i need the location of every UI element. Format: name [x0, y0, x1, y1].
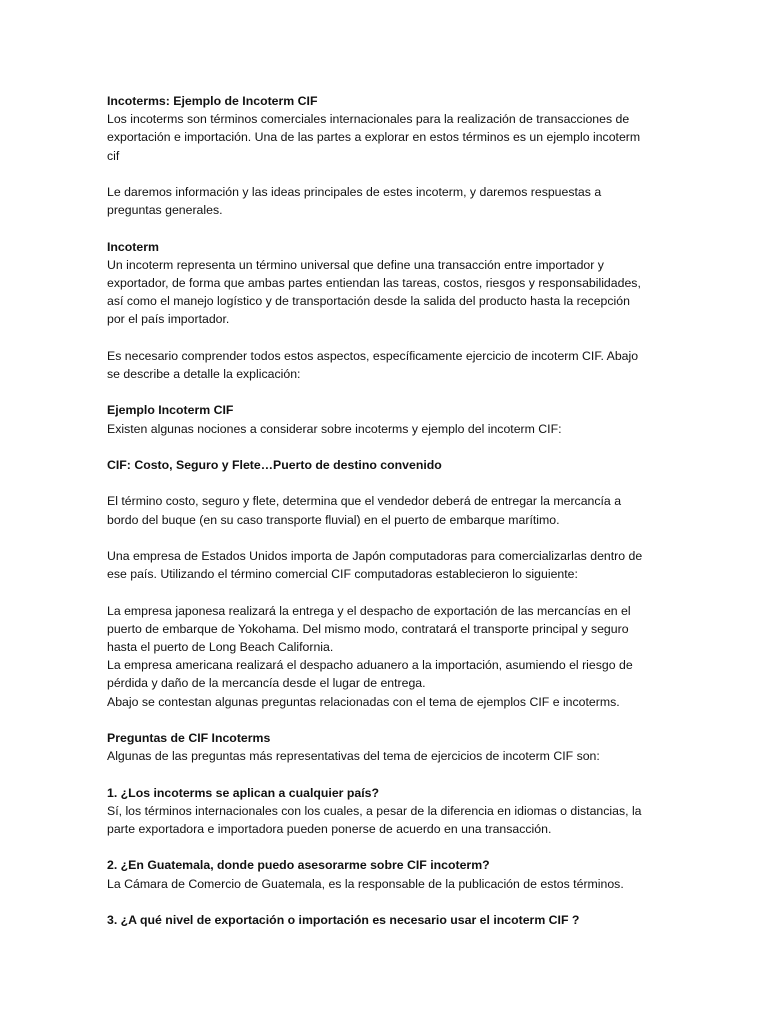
paragraph-line: ese país. Utilizando el término comercial CIF computadoras establecieron lo siguiente: [107, 567, 578, 582]
paragraph [107, 347, 652, 383]
paragraph-line: puerto de embarque de Yokohama. Del mismo modo, contratará el transporte principal y seguro [107, 621, 629, 636]
paragraph-gap [107, 329, 652, 347]
section-heading [107, 856, 652, 874]
paragraph-line: bordo del buque (en su caso transporte fluvial) en el puerto de embarque marítimo. [107, 512, 560, 527]
paragraph [107, 110, 652, 165]
paragraph-gap [107, 583, 652, 601]
paragraph-gap [107, 383, 652, 401]
paragraph [107, 492, 652, 528]
paragraph [107, 420, 652, 438]
paragraph-line: Un incoterm representa un término universal que define una transacción entre importador y [107, 257, 604, 272]
paragraph-line: La Cámara de Comercio de Guatemala, es la responsable de la publicación de estos términos. [107, 876, 624, 891]
paragraph-line: pérdida y daño de la mercancía desde el lugar de entrega. [107, 676, 426, 691]
section-heading [107, 729, 652, 747]
heading-text: Ejemplo Incoterm CIF [107, 403, 234, 418]
paragraph [107, 256, 652, 329]
paragraph-line: Algunas de las preguntas más representativas del tema de ejercicios de incoterm CIF son: [107, 749, 600, 764]
paragraph-line: exportación e importación. Una de las partes a explorar en estos términos es un ejemplo incoterm [107, 130, 641, 145]
paragraph-line: así como el manejo logístico y de transportación desde la salida del producto hasta la recepción [107, 294, 630, 309]
paragraph-gap [107, 474, 652, 492]
paragraph-line: Sí, los términos internacionales con los cuales, a pesar de la diferencia en idiomas o distancias, la [107, 803, 642, 818]
paragraph-gap [107, 838, 652, 856]
document-body [107, 92, 652, 929]
heading-text: Incoterm [107, 239, 159, 254]
paragraph-line: La empresa japonesa realizará la entrega y el despacho de exportación de las mercancías en el [107, 603, 631, 618]
paragraph-line: Existen algunas nociones a considerar sobre incoterms y ejemplo del incoterm CIF: [107, 421, 562, 436]
paragraph [107, 875, 652, 893]
heading-text: Incoterms: Ejemplo de Incoterm CIF [107, 94, 318, 108]
paragraph-line: se describe a detalle la explicación: [107, 367, 301, 381]
paragraph-line: hasta el puerto de Long Beach California. [107, 639, 334, 654]
paragraph-gap [107, 893, 652, 911]
paragraph-line: Abajo se contestan algunas preguntas relacionadas con el tema de ejemplos CIF e incoterms. [107, 694, 620, 709]
section-heading [107, 784, 652, 802]
paragraph-line: exportador, de forma que ambas partes entiendan las tareas, costos, riesgos y responsabilidades, [107, 276, 641, 290]
heading-text: Preguntas de CIF Incoterms [107, 730, 271, 745]
section-heading [107, 456, 652, 474]
paragraph-gap [107, 529, 652, 547]
paragraph-line: Es necesario comprender todos estos aspectos, específicamente ejercicio de incoterm CIF. Abajo [107, 348, 639, 363]
section-heading [107, 911, 652, 929]
section-heading [107, 92, 652, 110]
section-heading [107, 238, 652, 256]
paragraph-gap [107, 219, 652, 237]
paragraph-line: Una empresa de Estados Unidos importa de Japón computadoras para comercializarlas dentro de [107, 548, 643, 563]
heading-text: CIF: Costo, Seguro y Flete…Puerto de destino convenido [107, 457, 442, 472]
paragraph-gap [107, 438, 652, 456]
section-heading [107, 401, 652, 419]
paragraph-line: La empresa americana realizará el despacho aduanero a la importación, asumiendo el riesgo de [107, 658, 633, 673]
paragraph-line: Los incoterms son términos comerciales internacionales para la realización de transacciones de [107, 112, 630, 127]
paragraph-gap [107, 765, 652, 783]
paragraph-line: El término costo, seguro y flete, determina que el vendedor deberá de entregar la mercancía a [107, 494, 622, 509]
paragraph-gap [107, 165, 652, 183]
heading-text: 3. ¿A qué nivel de exportación o importación es necesario usar el incoterm CIF ? [107, 912, 580, 927]
paragraph-line: preguntas generales. [107, 203, 223, 218]
paragraph-line: Le daremos información y las ideas principales de estes incoterm, y daremos respuestas a [107, 185, 602, 199]
paragraph-line: por el país importador. [107, 312, 230, 327]
heading-text: 1. ¿Los incoterms se aplican a cualquier país? [107, 785, 379, 800]
paragraph-gap [107, 711, 652, 729]
paragraph-line: cif [107, 148, 120, 163]
paragraph-line: parte exportadora e importadora pueden ponerse de acuerdo en una transacción. [107, 821, 552, 836]
paragraph [107, 547, 652, 583]
paragraph [107, 747, 652, 765]
heading-text: 2. ¿En Guatemala, donde puedo asesorarme sobre CIF incoterm? [107, 858, 490, 873]
paragraph [107, 602, 652, 711]
paragraph [107, 183, 652, 219]
paragraph [107, 802, 652, 838]
